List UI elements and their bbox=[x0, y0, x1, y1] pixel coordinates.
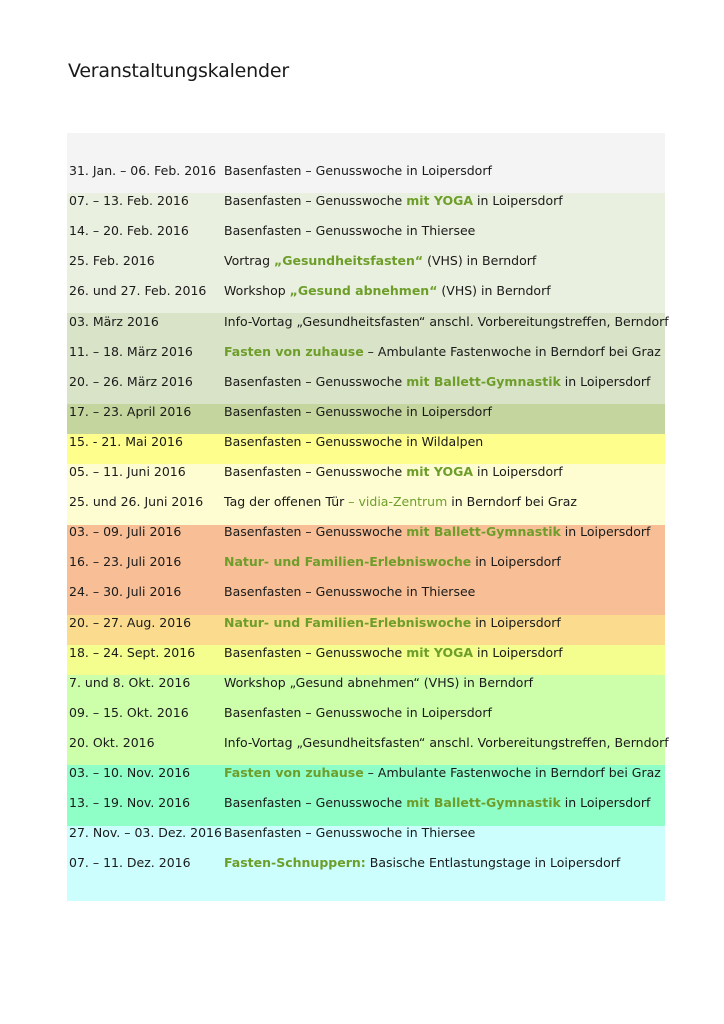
event-date: 27. Nov. – 03. Dez. 2016 bbox=[69, 825, 222, 841]
event-row bbox=[67, 427, 665, 457]
event-date: 03. März 2016 bbox=[69, 313, 159, 329]
event-highlight: Fasten von zuhause bbox=[224, 343, 364, 359]
event-text: in Loipersdorf bbox=[560, 373, 651, 389]
event-highlight: mit YOGA bbox=[406, 464, 474, 479]
event-text: – Ambulante Fastenwoche in Berndorf bei Graz bbox=[363, 343, 661, 359]
event-row bbox=[67, 156, 665, 186]
event-row bbox=[67, 638, 665, 668]
event-row bbox=[67, 517, 665, 547]
event-description bbox=[224, 186, 563, 216]
event-description bbox=[224, 547, 561, 577]
event-date: 07. – 11. Dez. 2016 bbox=[69, 855, 191, 871]
event-text: Basenfasten – Genusswoche bbox=[224, 524, 407, 540]
event-row bbox=[67, 547, 665, 577]
event-description bbox=[224, 246, 536, 276]
event-row bbox=[67, 367, 665, 397]
event-description bbox=[224, 367, 650, 397]
event-description bbox=[224, 337, 661, 367]
event-venue: – vidia-Zentrum bbox=[348, 494, 448, 510]
event-row bbox=[67, 307, 669, 337]
event-row bbox=[67, 577, 665, 607]
event-text: Basenfasten – Genusswoche bbox=[224, 644, 407, 660]
event-calendar bbox=[67, 133, 669, 901]
event-text: Basenfasten – Genusswoche in Wildalpen bbox=[224, 433, 484, 449]
event-date: 26. und 27. Feb. 2016 bbox=[69, 283, 207, 299]
event-text: – Ambulante Fastenwoche in Berndorf bei Graz bbox=[363, 765, 661, 780]
event-description bbox=[224, 397, 492, 427]
event-text: Basenfasten – Genusswoche bbox=[224, 373, 407, 389]
event-date: 31. Jan. – 06. Feb. 2016 bbox=[69, 163, 217, 178]
event-date: 20. – 27. Aug. 2016 bbox=[69, 614, 192, 630]
event-description bbox=[224, 758, 661, 788]
event-text: Basenfasten – Genusswoche in Thiersee bbox=[224, 584, 476, 600]
event-date: 05. – 11. Juni 2016 bbox=[69, 464, 186, 479]
event-text: in Berndorf bei Graz bbox=[447, 494, 577, 510]
event-highlight: Fasten von zuhause bbox=[224, 765, 364, 780]
event-date: 25. und 26. Juni 2016 bbox=[69, 494, 204, 510]
event-text: Workshop „Gesund abnehmen“ (VHS) in Berndorf bbox=[224, 674, 533, 690]
event-description bbox=[224, 517, 650, 547]
event-text: (VHS) in Berndorf bbox=[437, 283, 551, 299]
event-text: in Loipersdorf bbox=[473, 193, 563, 209]
event-row bbox=[67, 186, 665, 216]
event-row bbox=[67, 728, 669, 758]
event-row bbox=[67, 397, 665, 427]
event-date: 09. – 15. Okt. 2016 bbox=[69, 704, 189, 720]
event-highlight: mit Ballett-Gymnastik bbox=[406, 524, 561, 540]
event-highlight: „Gesundheitsfasten“ bbox=[273, 253, 424, 269]
event-row bbox=[67, 457, 665, 487]
event-description bbox=[224, 156, 492, 186]
event-text: Basische Entlastungstage in Loipersdorf bbox=[365, 855, 621, 871]
event-highlight: Fasten-Schnuppern: bbox=[224, 855, 366, 871]
event-text: in Loipersdorf bbox=[473, 644, 563, 660]
event-text: Info-Vortag „Gesundheitsfasten“ anschl. Vorbereitungstreffen, Berndorf bbox=[224, 313, 669, 329]
event-description bbox=[224, 728, 669, 758]
event-highlight: Natur- und Familien-Erlebniswoche bbox=[224, 614, 472, 630]
event-date: 16. – 23. Juli 2016 bbox=[69, 554, 182, 570]
event-row bbox=[67, 818, 665, 848]
event-date: 17. – 23. April 2016 bbox=[69, 403, 192, 419]
event-row bbox=[67, 848, 665, 878]
event-date: 24. – 30. Juli 2016 bbox=[69, 584, 182, 600]
event-row bbox=[67, 276, 665, 306]
event-description bbox=[224, 487, 577, 517]
event-text: in Loipersdorf bbox=[473, 464, 563, 479]
event-description bbox=[224, 307, 669, 337]
event-text: (VHS) in Berndorf bbox=[423, 253, 537, 269]
event-date: 03. – 09. Juli 2016 bbox=[69, 524, 182, 540]
event-description bbox=[224, 216, 475, 246]
event-date: 07. – 13. Feb. 2016 bbox=[69, 193, 189, 209]
event-text: Basenfasten – Genusswoche bbox=[224, 795, 407, 811]
event-text: Basenfasten – Genusswoche in Thiersee bbox=[224, 223, 476, 239]
event-description bbox=[224, 427, 483, 457]
event-text: Vortrag bbox=[224, 253, 274, 269]
event-date: 18. – 24. Sept. 2016 bbox=[69, 644, 196, 660]
event-highlight: mit Ballett-Gymnastik bbox=[406, 373, 561, 389]
event-row bbox=[67, 668, 665, 698]
event-text: Workshop bbox=[224, 283, 290, 299]
event-row bbox=[67, 788, 665, 818]
event-highlight: „Gesund abnehmen“ bbox=[289, 283, 438, 299]
event-text: Basenfasten – Genusswoche in Loipersdorf bbox=[224, 163, 492, 178]
event-text: in Loipersdorf bbox=[560, 524, 651, 540]
event-highlight: Natur- und Familien-Erlebniswoche bbox=[224, 554, 472, 570]
event-date: 14. – 20. Feb. 2016 bbox=[69, 223, 189, 239]
event-row bbox=[67, 246, 665, 276]
event-date: 7. und 8. Okt. 2016 bbox=[69, 674, 191, 690]
event-date: 15. - 21. Mai 2016 bbox=[69, 433, 183, 449]
event-date: 03. – 10. Nov. 2016 bbox=[69, 765, 191, 780]
event-description bbox=[224, 638, 563, 668]
event-text: Tag der offenen Tür bbox=[224, 494, 349, 510]
event-row bbox=[67, 758, 665, 788]
event-text: in Loipersdorf bbox=[471, 614, 561, 630]
event-description bbox=[224, 668, 533, 698]
event-row bbox=[67, 487, 665, 517]
event-description bbox=[224, 577, 475, 607]
event-description bbox=[224, 818, 475, 848]
event-description bbox=[224, 457, 563, 487]
event-highlight: mit Ballett-Gymnastik bbox=[406, 795, 561, 811]
event-date: 25. Feb. 2016 bbox=[69, 253, 155, 269]
event-text: Basenfasten – Genusswoche bbox=[224, 464, 407, 479]
event-description bbox=[224, 788, 650, 818]
event-row bbox=[67, 698, 665, 728]
event-text: in Loipersdorf bbox=[560, 795, 651, 811]
event-row bbox=[67, 337, 665, 367]
event-date: 11. – 18. März 2016 bbox=[69, 343, 193, 359]
event-row bbox=[67, 216, 665, 246]
event-highlight: mit YOGA bbox=[406, 644, 474, 660]
page-title: Veranstaltungskalender bbox=[68, 60, 289, 82]
event-text: Basenfasten – Genusswoche bbox=[224, 193, 407, 209]
event-text: Basenfasten – Genusswoche in Loipersdorf bbox=[224, 403, 492, 419]
event-date: 20. Okt. 2016 bbox=[69, 734, 155, 750]
event-description bbox=[224, 608, 561, 638]
event-description bbox=[224, 698, 492, 728]
event-date: 20. – 26. März 2016 bbox=[69, 373, 193, 389]
event-highlight: mit YOGA bbox=[406, 193, 474, 209]
event-row bbox=[67, 608, 665, 638]
event-text: Basenfasten – Genusswoche in Loipersdorf bbox=[224, 704, 492, 720]
event-description bbox=[224, 848, 620, 878]
event-date: 13. – 19. Nov. 2016 bbox=[69, 795, 191, 811]
event-text: Basenfasten – Genusswoche in Thiersee bbox=[224, 825, 476, 841]
event-description bbox=[224, 276, 551, 306]
event-text: in Loipersdorf bbox=[471, 554, 561, 570]
event-text: Info-Vortag „Gesundheitsfasten“ anschl. Vorbereitungstreffen, Berndorf bbox=[224, 734, 669, 750]
